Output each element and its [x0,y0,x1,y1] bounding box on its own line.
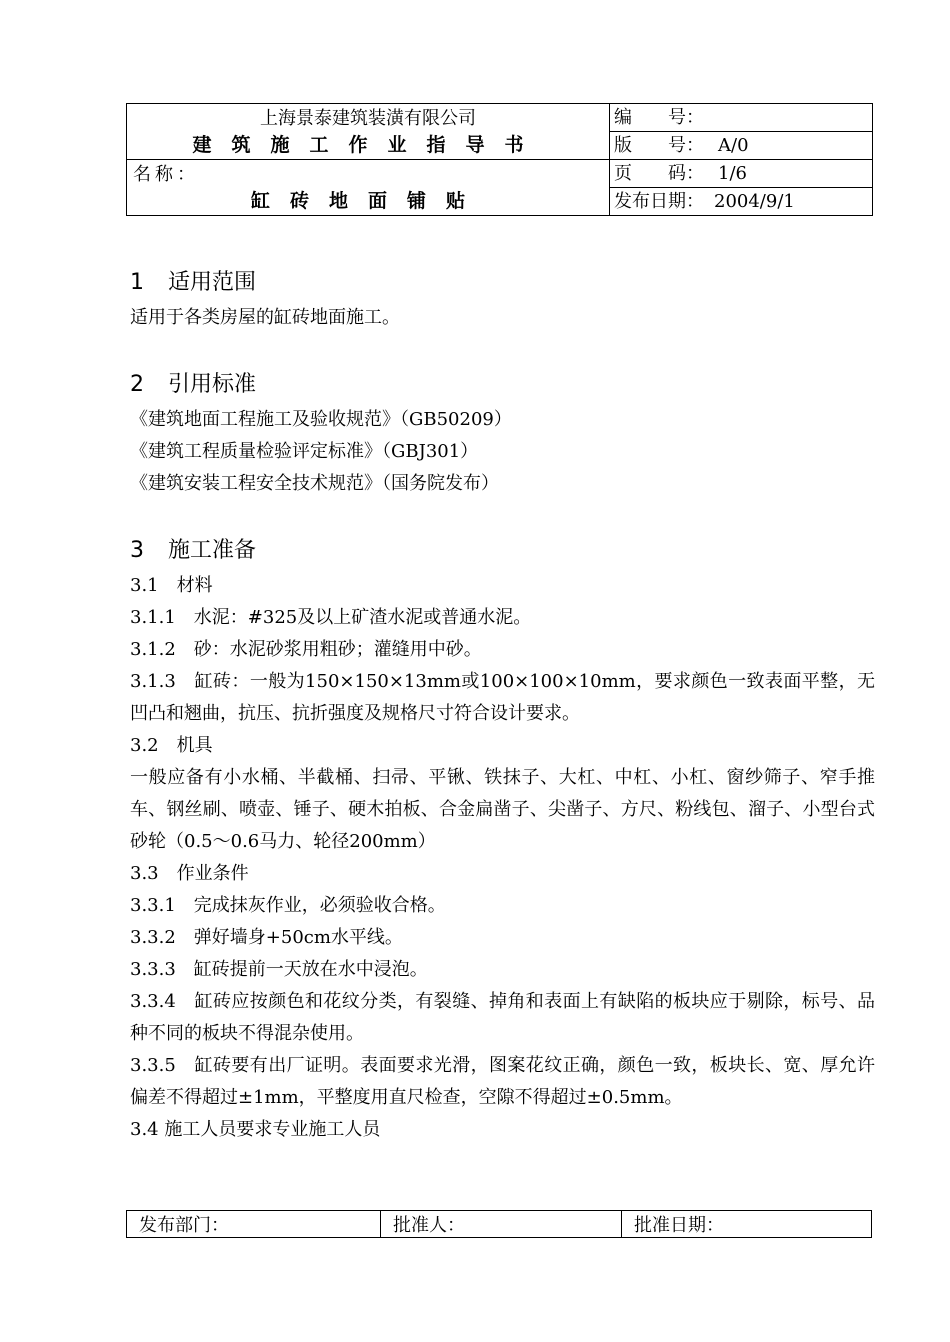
paragraph: 3.1.1 水泥：#325及以上矿渣水泥或普通水泥。 [130,607,532,628]
section-title: 适用范围 [168,270,257,295]
paragraph: 3.3.5 缸砖要有出厂证明。表面要求光滑，图案花纹正确，颜色一致，板块长、宽、厚允许偏差不得超过±1mm，平整度用直尺检查，空隙不得超过±0.5mm。 [130,1055,875,1108]
section-number: 3 [130,538,144,563]
standard-item: 《建筑工程质量检验评定标准》（GBJ301） [130,441,479,462]
section-heading [130,536,875,566]
footer-table [126,1210,872,1238]
approval-date: 批准日期： [622,1211,872,1238]
section-title: 施工准备 [168,538,257,563]
paragraph: 3.3.2 弹好墙身+50cm水平线。 [130,927,403,948]
company-name: 上海景泰建筑装潢有限公司 [260,107,476,129]
document-title: 缸砖地面铺贴 [250,189,485,212]
release-department: 发布部门： [127,1211,381,1238]
page-row [610,160,872,187]
document-body [130,268,875,1146]
paragraph: 适用于各类房屋的缸砖地面施工。 [130,307,400,328]
page-value: 1/6 [718,163,747,184]
section-number: 2 [130,372,144,397]
doc-number-row [610,104,872,131]
header-name-cell [127,160,610,216]
section-heading [130,370,875,400]
paragraph: 一般应备有小水桶、半截桶、扫帚、平锹、铁抹子、大杠、中杠、小杠、窗纱筛子、窄手推车、钢丝刷、喷壶、锤子、硬木拍板、合金扁凿子、尖凿子、方尺、粉线包、溜子、小型台式砂轮（0.5～0.6马力、轮径200mm） [130,767,875,852]
standard-item: 《建筑地面工程施工及验收规范》（GB50209） [130,409,512,430]
release-date-label: 发布日期： [614,191,704,212]
version-value: A/0 [718,135,749,156]
header-table [126,103,873,216]
version-row [610,131,872,159]
paragraph: 3.3.3 缸砖提前一天放在水中浸泡。 [130,959,428,980]
name-label: 名称： [133,163,199,185]
subsection-heading: 3.1 材料 [130,575,213,596]
section-number: 1 [130,270,144,295]
section-title: 引用标准 [168,372,257,397]
approver: 批准人： [381,1211,622,1238]
subsection-heading: 3.3 作业条件 [130,863,249,884]
subsection-heading: 3.2 机具 [130,735,213,756]
page-label: 页 码： [614,163,704,184]
header-meta-cell [610,104,873,160]
standard-item: 《建筑安装工程安全技术规范》（国务院发布） [130,473,499,494]
paragraph: 3.3.4 缸砖应按颜色和花纹分类，有裂缝、掉角和表面上有缺陷的板块应于剔除，标号、品种不同的板块不得混杂使用。 [130,991,875,1044]
paragraph: 3.1.2 砂：水泥砂浆用粗砂；灌缝用中砂。 [130,639,482,660]
paragraph: 3.3.1 完成抹灰作业，必须验收合格。 [130,895,446,916]
header-meta-cell-2 [610,160,873,216]
document-type: 建筑施工作业指导书 [192,133,544,156]
paragraph: 3.4 施工人员要求专业施工人员 [130,1119,381,1140]
version-label: 版 号： [614,135,704,156]
release-date-row [610,187,872,215]
doc-number-label: 编 号： [614,107,704,128]
paragraph: 3.1.3 缸砖：一般为150×150×13mm或100×100×10mm，要求颜色一致表面平整，无凹凸和翘曲，抗压、抗折强度及规格尺寸符合设计要求。 [130,671,875,724]
header-title-cell [127,104,610,160]
section-heading [130,268,875,298]
release-date-value: 2004/9/1 [714,191,795,212]
